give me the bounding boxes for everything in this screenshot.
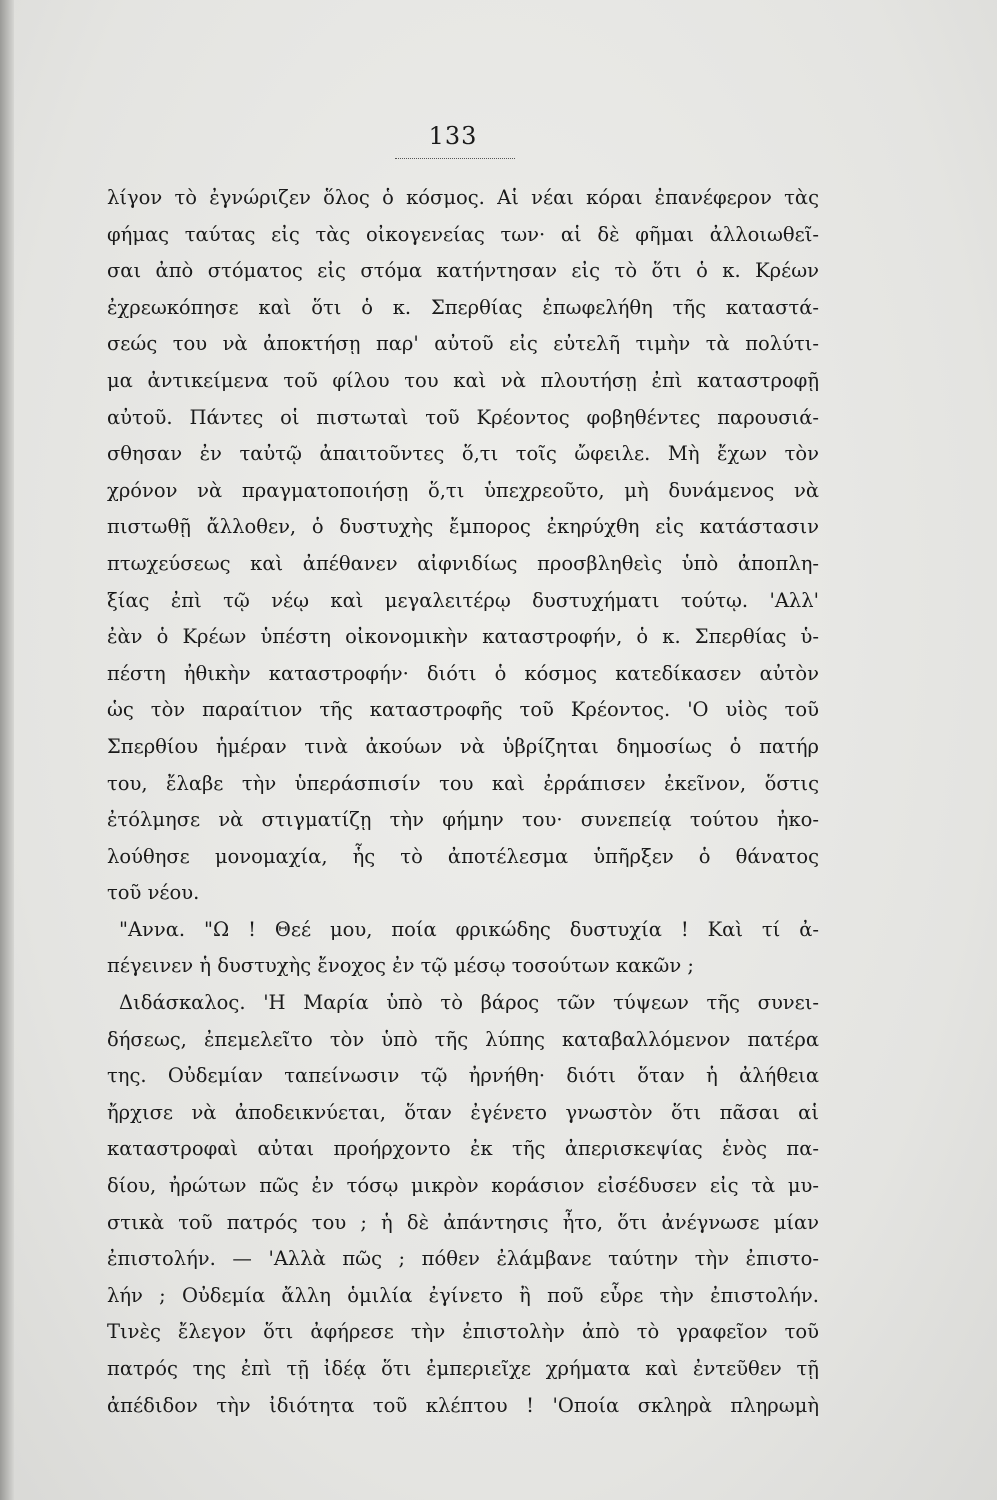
text-line: της. Οὐδεμίαν ταπείνωσιν τῷ ἠρνήθη· διότι ὅταν ἡ ἀλήθεια (107, 1064, 819, 1088)
text-line: πέστη ἠθικὴν καταστροφήν· διότι ὁ κόσμος κατεδίκασεν αὐτὸν (107, 661, 819, 685)
text-line: χρόνον νὰ πραγματοποιήσῃ ὅ,τι ὑπεχρεοῦτο, μὴ δυνάμενος νὰ (107, 478, 819, 502)
text-line: του, ἔλαβε τὴν ὑπεράσπισίν του καὶ ἐρράπισεν ἐκεῖνον, ὅστις (107, 771, 819, 795)
text-line: φήμας ταύτας εἰς τὰς οἰκογενείας των· αἱ δὲ φῆμαι ἀλλοιωθεῖ- (107, 222, 819, 246)
text-line: ἐχρεωκόπησε καὶ ὅτι ὁ κ. Σπερθίας ἐπωφελήθη τῆς καταστά- (107, 295, 819, 319)
text-line: σεώς του νὰ ἀποκτήσῃ παρ' αὐτοῦ εἰς εὐτελῆ τιμὴν τὰ πολύτι- (107, 332, 819, 356)
text-line: ἤρχισε νὰ ἀποδεικνύεται, ὅταν ἐγένετο γνωστὸν ὅτι πᾶσαι αἱ (107, 1100, 819, 1124)
dialogue-line: "Αννα. "Ω ! Θεέ μου, ποία φρικώδης δυστυχία ! Καὶ τί ἀ- (119, 917, 819, 941)
text-line: πατρός της ἐπὶ τῇ ἰδέᾳ ὅτι ἐμπεριεῖχε χρήματα καὶ ἐντεῦθεν τῇ (107, 1357, 819, 1380)
text-line: ἐπιστολήν. — 'Αλλὰ πῶς ; πόθεν ἐλάμβανε ταύτην τὴν ἐπιστο- (107, 1247, 819, 1271)
text-line: λήν ; Οὐδεμία ἄλλη ὁμιλία ἐγίνετο ἢ ποῦ εὗρε τὴν ἐπιστολήν. (107, 1283, 819, 1307)
text-line: ἀπέδιδον τὴν ἰδιότητα τοῦ κλέπτου ! 'Οποία σκληρὰ πληρωμὴ (107, 1393, 819, 1417)
text-line: ἐτόλμησε νὰ στιγματίζῃ τὴν φήμην του· συνεπείᾳ τούτου ἠκο- (107, 808, 819, 832)
text-line: πτωχεύσεως καὶ ἀπέθανεν αἰφνιδίως προσβληθεὶς ὑπὸ ἀποπλη- (107, 551, 819, 575)
text-line: Σπερθίου ἡμέραν τινὰ ἀκούων νὰ ὑβρίζηται δημοσίως ὁ πατήρ (107, 734, 819, 758)
text-line: πιστωθῇ ἄλλοθεν, ὁ δυστυχὴς ἔμπορος ἐκηρύχθη εἰς κατάστασιν (107, 515, 819, 539)
text-line: αὐτοῦ. Πάντες οἱ πιστωταὶ τοῦ Κρέοντος φοβηθέντες παρουσιά- (107, 405, 819, 429)
dialogue-line: Διδάσκαλος. 'Η Μαρία ὑπὸ τὸ βάρος τῶν τύψεων τῆς συνει- (119, 991, 819, 1015)
page-edge-shadow (0, 0, 14, 1500)
text-line: σθησαν ἐν ταὐτῷ ἀπαιτοῦντες ὅ,τι τοῖς ὤφειλε. Μὴ ἔχων τὸν (107, 442, 819, 466)
text-line: ξίας ἐπὶ τῷ νέῳ καὶ μεγαλειτέρῳ δυστυχήματι τούτῳ. 'Αλλ' (107, 588, 819, 612)
text-line: ὡς τὸν παραίτιον τῆς καταστροφῆς τοῦ Κρέοντος. 'Ο υἱὸς τοῦ (107, 698, 819, 722)
page-number: 133 (428, 122, 478, 150)
text-line: σαι ἀπὸ στόματος εἰς στόμα κατήντησαν εἰς τὸ ὅτι ὁ κ. Κρέων (107, 259, 819, 283)
text-line: Τινὲς ἔλεγον ὅτι ἀφήρεσε τὴν ἐπιστολὴν ἀπὸ τὸ γραφεῖον τοῦ (107, 1320, 819, 1344)
text-line: στικὰ τοῦ πατρός του ; ἡ δὲ ἀπάντησις ἦτο, ὅτι ἀνέγνωσε μίαν (107, 1210, 819, 1234)
text-line: μα ἀντικείμενα τοῦ φίλου του καὶ νὰ πλουτήσῃ ἐπὶ καταστροφῇ (107, 368, 819, 392)
body-text (107, 180, 819, 1424)
text-line: δίου, ἠρώτων πῶς ἐν τόσῳ μικρὸν κοράσιον εἰσέδυσεν εἰς τὰ μυ- (107, 1174, 819, 1198)
text-line: λούθησε μονομαχία, ἧς τὸ ἀποτέλεσμα ὑπῆρξεν ὁ θάνατος (107, 844, 819, 868)
text-line: δήσεως, ἐπεμελεῖτο τὸν ὑπὸ τῆς λύπης καταβαλλόμενον πατέρα (107, 1027, 819, 1051)
text-line: πέγεινεν ἡ δυστυχὴς ἔνοχος ἐν τῷ μέσῳ τοσούτων κακῶν ; (107, 954, 694, 978)
header-rule (395, 158, 515, 159)
text-line: καταστροφαὶ αὐται προήρχοντο ἐκ τῆς ἀπερισκεψίας ἑνὸς πα- (107, 1137, 819, 1161)
text-line: ἐὰν ὁ Κρέων ὑπέστη οἰκονομικὴν καταστροφήν, ὁ κ. Σπερθίας ὑ- (107, 625, 819, 649)
text-line: λίγον τὸ ἐγνώριζεν ὅλος ὁ κόσμος. Αἱ νέαι κόραι ἐπανέφερον τὰς (107, 186, 819, 209)
text-line: τοῦ νέου. (107, 881, 200, 905)
